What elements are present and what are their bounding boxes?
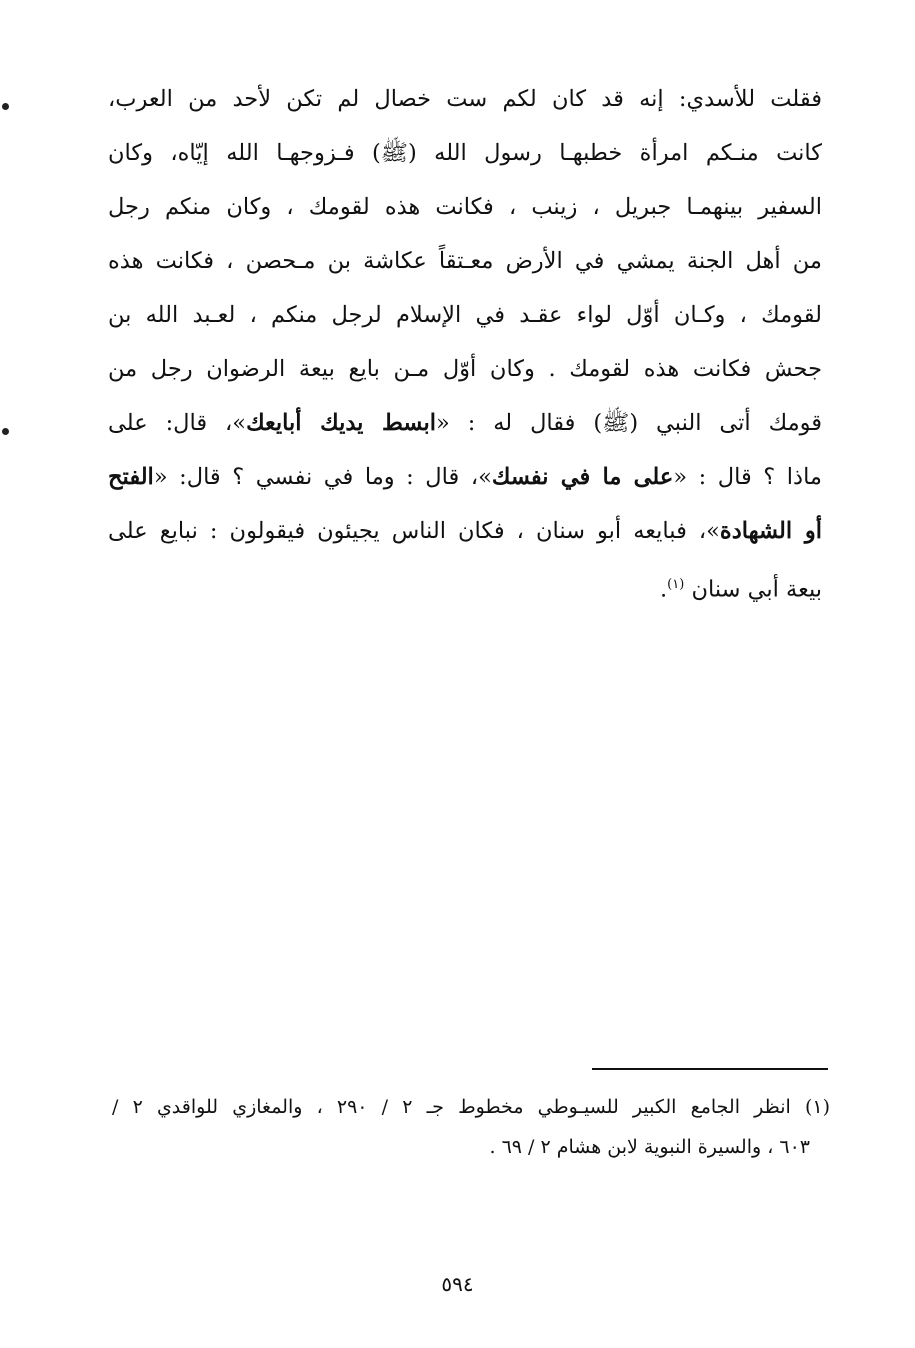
- quote-bold: ابسط يديك أبايعك: [246, 410, 437, 436]
- text-segment: بيعة أبي سنان: [691, 576, 822, 603]
- text-segment: »، فبايعه أبو سنان ، فكان الناس يجيئون فيقولون : نبايع على: [108, 518, 720, 544]
- quote-bold: على ما في نفسك: [491, 464, 674, 490]
- text-segment: .: [659, 576, 668, 603]
- quote-bold: أو الشهادة: [719, 518, 822, 544]
- footnote-separator: [592, 1068, 828, 1070]
- text-line: [108, 450, 822, 504]
- text-line: جحش فكانت هذه لقومك . وكان أوّل مـن بايع بيعة الرضوان رجل من: [108, 356, 822, 382]
- footnote: [112, 1087, 830, 1167]
- text-segment: »، قال : وما في نفسي ؟ قال: «: [153, 464, 492, 490]
- text-line: السفير بينهمـا جبريل ، زينب ، فكانت هذه لقومك ، وكان منكم رجل: [108, 194, 822, 220]
- main-text: [108, 72, 822, 617]
- text-line: فقلت للأسدي: إنه قد كان لكم ست خصال لم تكن لأحد من العرب،: [108, 86, 822, 112]
- scan-artifact-dot: [2, 103, 9, 110]
- quote-bold: الفتح: [108, 464, 154, 490]
- footnote-line: ٦٠٣ ، والسيرة النبوية لابن هشام ٢ / ٦٩ .: [489, 1136, 810, 1158]
- text-segment: ماذا ؟ قال : «: [673, 464, 822, 490]
- footnote-line: (١) انظر الجامع الكبير للسيـوطي مخطوط جـ ٢ / ٢٩٠ ، والمغازي للواقدي ٢ /: [112, 1096, 830, 1118]
- text-line: لقومك ، وكـان أوّل لواء عقـد في الإسلام لرجل منكم ، لعـبد الله بن: [108, 302, 822, 328]
- page-number: ٥٩٤: [441, 1272, 474, 1296]
- text-segment: قومك أتى النبي (ﷺ) فقال له : «: [436, 410, 823, 436]
- text-line: [108, 396, 822, 450]
- text-line: من أهل الجنة يمشي في الأرض معـتقاً عكاشة بن مـحصن ، فكانت هذه: [108, 248, 822, 274]
- footnote-reference: (١): [667, 577, 685, 592]
- text-line: [108, 558, 822, 617]
- text-line: كانت منـكم امرأة خطبهـا رسول الله (ﷺ) فـزوجهـا الله إيّاه، وكان: [108, 140, 822, 166]
- scan-artifact-dot: [2, 428, 9, 435]
- text-segment: »، قال: على: [108, 410, 247, 436]
- text-line: [108, 504, 822, 558]
